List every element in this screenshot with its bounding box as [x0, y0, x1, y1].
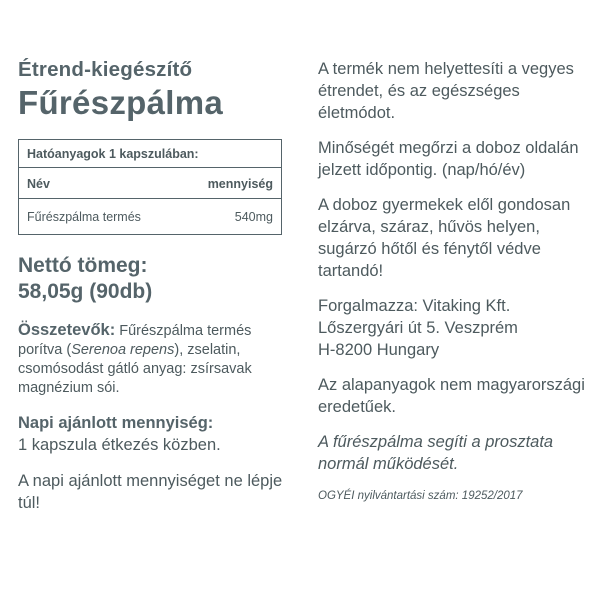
registration-number: OGYÉI nyilvántartási szám: 19252/2017	[318, 490, 523, 502]
storage-notice: A doboz gyermekek elől gondosan elzárva, száraz, hűvös helyen, sugárzó hőtől és fénytől védve tartandó!	[318, 196, 571, 280]
right-column	[318, 58, 590, 502]
composition-text-before: Fűrészpálma termés porítva (	[18, 323, 252, 358]
net-weight-label: Nettó tömeg:	[18, 254, 148, 277]
table-header-row	[19, 168, 281, 199]
column-amount-header: mennyiség	[207, 177, 273, 191]
best-before-notice: Minőségét megőrzi a doboz oldalán jelzett időpontig. (nap/hó/év)	[318, 139, 579, 179]
ingredient-name: Fűrészpálma termés	[27, 210, 141, 224]
ingredients-table	[18, 139, 282, 235]
product-title: Fűrészpálma	[18, 84, 224, 121]
column-name-header: Név	[27, 177, 50, 191]
composition-text-after: ), zselatin, csomósodást gátló anyag: zsírsavak magnézium sói.	[18, 342, 252, 396]
product-subtitle: Étrend-kiegészítő	[18, 58, 193, 81]
net-weight	[18, 253, 288, 305]
composition	[18, 319, 288, 398]
health-claim: A fűrészpálma segíti a prosztata normál működését.	[318, 433, 554, 473]
distributor-name: Forgalmazza: Vitaking Kft.	[318, 297, 511, 315]
net-weight-value: 58,05g (90db)	[18, 280, 153, 303]
table-heading: Hatóanyagok 1 kapszulában:	[19, 140, 281, 168]
composition-latin: Serenoa repens	[71, 342, 175, 358]
dosage-text: 1 kapszula étkezés közben.	[18, 436, 221, 454]
distributor-country: H-8200 Hungary	[318, 341, 440, 359]
table-row	[19, 199, 281, 234]
left-column	[18, 58, 288, 514]
dosage	[18, 412, 288, 456]
distributor-address: Lőszergyári út 5. Veszprém	[318, 319, 518, 337]
origin-notice: Az alapanyagok nem magyarországi eredetűek.	[318, 376, 585, 416]
dosage-label: Napi ajánlott mennyiség:	[18, 414, 214, 432]
diet-notice: A termék nem helyettesíti a vegyes étrendet, és az egészséges életmódot.	[318, 60, 574, 122]
composition-label: Összetevők:	[18, 321, 116, 339]
dosage-warning: A napi ajánlott mennyiséget ne lépje túl!	[18, 472, 283, 512]
distributor-info	[318, 295, 590, 361]
ingredient-amount: 540mg	[234, 210, 273, 224]
